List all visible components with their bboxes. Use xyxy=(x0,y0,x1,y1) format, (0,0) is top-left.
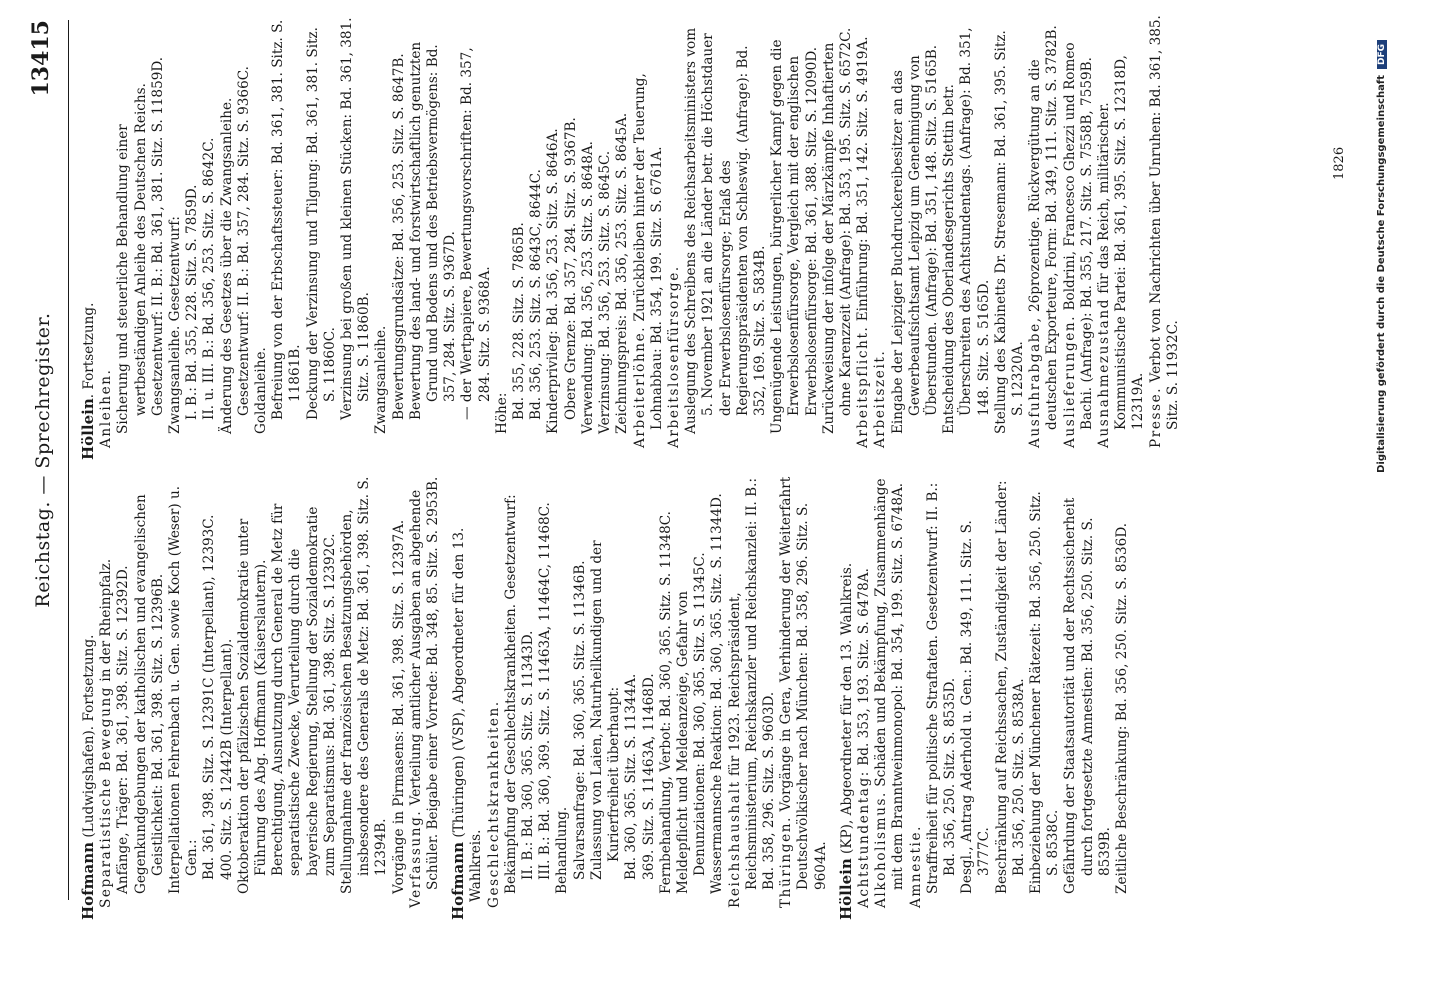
entry-text: Zeitliche Beschränkung: Bd. 356, 250. Sitz. S. 8536D. xyxy=(1113,522,1130,894)
register-line xyxy=(769,15,821,460)
topic-heading: Arbeitspflicht. xyxy=(855,325,872,448)
entry-text: Höhe: xyxy=(493,392,510,434)
entry-text: Obere Grenze: Bd. 357, 284. Sitz. S. 9367B. xyxy=(562,117,579,420)
topic-heading: Anleihen. xyxy=(98,368,115,448)
register-line xyxy=(270,15,304,460)
register-line xyxy=(856,475,873,920)
right-column xyxy=(80,15,1182,460)
footer-page-number: 1826 xyxy=(1332,146,1347,180)
entry-text: 369. Sitz. S. 11463A, 11468D. xyxy=(640,673,657,880)
entry-text: (KP), Abgeordneter für den 13. Wahlkreis. xyxy=(838,562,855,859)
register-line xyxy=(236,475,339,920)
topic-heading: Thüringen. xyxy=(778,815,795,908)
register-line xyxy=(98,475,115,920)
entry-text: Zurückbleiben hinter der Teuerung, Lohnabbau: Bd. 354, 199. Sitz. S. 6761A. xyxy=(631,73,665,430)
entry-text: Bd. 361, 398. Sitz. S. 12391C (Interpellant), 12393C. xyxy=(201,514,218,880)
register-line xyxy=(511,15,528,460)
entry-text: 400. Sitz. S. 12442B (Interpellant). xyxy=(218,638,235,880)
entry-text: Deckung der Verzinsung und Tilgung: Bd. 361, 381. Sitz. S. 11860C. xyxy=(304,26,338,420)
register-line xyxy=(1114,475,1131,920)
topic-heading: Auslieferungen. xyxy=(1061,314,1078,448)
register-line xyxy=(941,15,993,460)
register-line xyxy=(98,15,115,460)
entry-text: (Thüringen) (VSP), Abgeordneter für den 13. Wahlkreis. xyxy=(451,527,485,902)
topic-heading: Arbeitszeit. xyxy=(872,349,889,448)
entry-text: Bekämpfung der Geschlechtskrankheiten. Gesetzentwurf: xyxy=(502,494,519,894)
entry-text: Bd. 353, 193. Sitz. S. 6478A. xyxy=(855,568,872,771)
register-line xyxy=(563,15,580,460)
topic-heading: Arbeitslosenfürsorge. xyxy=(665,265,682,448)
topic-heading: Achtstundentag: xyxy=(855,770,872,908)
register-line xyxy=(1062,475,1114,920)
register-line xyxy=(391,475,408,920)
entry-text: Bd. 360, 365. Sitz. S. 11344A. xyxy=(623,673,640,880)
register-line xyxy=(959,475,993,920)
person-name: Höllein xyxy=(836,858,855,920)
entry-text: Desgl., Antrag Aderhold u. Gen.: Bd. 349, 111. Sitz. S. 3777C. xyxy=(959,520,993,894)
entry-text: Änderung des Gesetzes über die Zwangsanleihe. Gesetzentwurf: II. B.: Bd. 357, 284. Sitz. S. 9366C. xyxy=(218,66,252,434)
register-line xyxy=(115,15,167,460)
topic-heading: Arbeiterlöhne. xyxy=(631,325,648,448)
entry-text: Fernbehandlung, Verbot: Bd. 360, 365. Sitz. S. 11348C. xyxy=(657,511,674,894)
register-line xyxy=(520,475,537,920)
register-line xyxy=(683,15,769,460)
entry-text: Wassermannsche Reaktion: Bd. 360, 365. Sitz. S. 11344D. xyxy=(709,493,726,894)
entry-text: Eingabe der Leipziger Buchdruckereibesitzer an das Gewerbeaufsichtsamt Leipzig um Genehmigung von Überstunden. (Anfrage): Bd. 351, 148. Sitz. S. 5165B. xyxy=(889,44,940,434)
register-line xyxy=(675,475,709,920)
register-line xyxy=(494,15,511,460)
register-line xyxy=(528,15,545,460)
register-line xyxy=(133,475,167,920)
register-line xyxy=(993,15,1027,460)
entry-text: Zeichnungspreis: Bd. 356, 253. Sitz. S. 8645A. xyxy=(614,112,631,434)
register-person-entry xyxy=(450,475,485,920)
topic-heading: Alkoholismus. xyxy=(873,791,890,908)
register-line xyxy=(614,15,631,460)
entry-text: Verbot von Nachrichten über Unruhen: Bd. 361, 385. Sitz. S. 11932C. xyxy=(1147,15,1181,430)
person-name: Höllein xyxy=(79,398,97,460)
register-line xyxy=(908,475,925,920)
entry-text: Stellung des Kabinetts Dr. Stresemann: Bd. 361, 395. Sitz. S. 12320A. xyxy=(992,30,1026,434)
entry-text: Bd. 356, 253. Sitz. S. 8643C, 8644C. xyxy=(528,169,545,420)
entry-text: Verteilung amtlicher Ausgaben an abgehende Schüler. Beigabe einer Vorrede: Bd. 348, 85. Sitz. S. 2953B. xyxy=(407,476,442,890)
register-line xyxy=(201,15,218,460)
register-line xyxy=(184,15,201,460)
digitization-note-text: Digitalisierung gefördert durch die Deutsche Forschungsgemeinschaft xyxy=(1376,75,1387,473)
topic-heading: Reichshaushalt xyxy=(726,780,743,908)
register-line xyxy=(994,475,1028,920)
register-line xyxy=(572,475,589,920)
register-line xyxy=(666,15,683,460)
register-line xyxy=(459,15,493,460)
topic-heading: Separatistische Bewegung xyxy=(98,685,115,908)
entry-text: Ungenügende Leistungen, bürgerlicher Kampf gegen die Erwerbslosenfürsorge, Vergleich mit der englischen Erwerbslosenfürsorge: Bd. 361, 388. Sitz. S. 12090D. xyxy=(769,39,820,434)
entry-text: III. B.: Bd. 360, 369. Sitz. S. 11463A, 11464C, 11468C. xyxy=(537,502,554,880)
register-line xyxy=(545,15,562,460)
register-line xyxy=(1062,15,1096,460)
register-line xyxy=(709,475,726,920)
register-line xyxy=(855,15,872,460)
register-line xyxy=(1027,15,1061,460)
register-line xyxy=(219,475,236,920)
running-head-title: Reichstag. — Sprechregister. xyxy=(32,312,54,608)
entry-text: Zulassung von Laien, Naturheilkundigen und der Kurierfreiheit überhaupt: xyxy=(588,540,623,880)
entry-text: Bewertungsgrundsätze: Bd. 356, 253. Sitz. S. 8647B. xyxy=(390,53,407,420)
topic-heading: Amnestie. xyxy=(907,824,924,908)
register-person-entry xyxy=(838,475,856,920)
register-line xyxy=(1096,15,1148,460)
topic-heading: Geschlechtskrankheiten. xyxy=(485,700,502,908)
entry-text: in der Rheinpfalz. xyxy=(98,558,115,686)
entry-text: Kinderprivileg: Bd. 356, 253. Sitz. S. 8646A. xyxy=(545,128,562,434)
entry-text: Anfänge, Träger: Bd. 361, 398. Sitz. S. 12392D. xyxy=(115,565,132,894)
topic-heading: Verfassung. xyxy=(407,809,424,908)
topic-heading: Presse. xyxy=(1147,386,1164,448)
entry-text: Zurückweisung der infolge der Märzkämpfe Inhaftierten ohne Karenzzeit (Anfrage): Bd. 353, 195. Sitz. S. 6572C. xyxy=(820,27,854,434)
register-line xyxy=(167,15,184,460)
register-line xyxy=(115,475,132,920)
entry-text: Entscheidung des Oberlandesgerichts Stettin betr. Überschreiten des Achtstundentags. (Anfrage): Bd. 351, 148. Sitz. S. 5165D. xyxy=(941,27,992,434)
entry-text: Vorgänge in Pirmasens: Bd. 361, 398. Sitz. S. 12397A. xyxy=(390,519,407,894)
register-line xyxy=(339,15,373,460)
entry-text: — der Wertpapiere, Bewertungsvorschriften: Bd. 357, 284. Sitz. S. 9368A. xyxy=(459,47,493,420)
entry-text: 26prozentige. Rückvergütung an die deutschen Exporteure, Form: Bd. 349, 111. Sitz. S. 3782B. xyxy=(1027,25,1061,430)
register-line xyxy=(537,475,554,920)
entry-text: Verzinsung bei großen und kleinen Stücken: Bd. 361, 381. Sitz. S. 11860B. xyxy=(339,17,373,420)
register-line xyxy=(580,15,597,460)
register-line xyxy=(305,15,339,460)
register-line xyxy=(167,475,201,920)
entry-text: Einführung: Bd. 351, 142. Sitz. S. 4919A. xyxy=(855,36,872,326)
entry-text: Gegenkundgebungen der katholischen und evangelischen Geistlichkeit: Bd. 361, 398. Sitz. S. 12396B. xyxy=(132,494,166,894)
entry-text: Zwangsanleihe. Gesetzentwurf: xyxy=(167,216,184,434)
entry-text: Gefährdung der Staatsautorität und der Rechtssicherheit durch fortgesetzte Amnestien: Bd. 356, 250. Sitz. S. 8539B. xyxy=(1062,497,1113,894)
register-line xyxy=(727,475,779,920)
page-header xyxy=(20,20,69,900)
register-line xyxy=(554,475,571,920)
entry-text: Befreiung von der Erbschaftssteuer: Bd. 361, 381. Sitz. S. 11861B. xyxy=(270,19,304,420)
entry-text: Schäden und Bekämpfung, Zusammenhänge mit dem Branntweinmonopol: Bd. 354, 199. Sitz. S. 6748A. xyxy=(873,478,907,890)
register-line xyxy=(503,475,520,920)
entry-text: Interpellationen Fehrenbach u. Gen. sowie Koch (Weser) u. Gen.: xyxy=(167,485,201,894)
register-line xyxy=(219,15,253,460)
entry-text: Bd. 355, 228. Sitz. S. 7865B. xyxy=(511,222,528,420)
person-name: Hofmann xyxy=(449,841,468,920)
entry-text: Vorgänge in Gera, Verhinderung der Weiterfahrt Deutschvölkischer nach München: Bd. 358, 296. Sitz. S. 9604A. xyxy=(778,476,829,890)
register-line xyxy=(658,475,675,920)
entry-text: Straffreiheit für politische Straftaten. Gesetzentwurf: II. B.: Bd. 356, 250. Sitz. S. 8535D. xyxy=(924,482,958,894)
entry-text: I. B.: Bd. 355, 228. Sitz. S. 7859D. xyxy=(184,184,201,420)
topic-heading: Ausfuhrabgabe, xyxy=(1027,316,1044,448)
entry-text: II. u. III. B.: Bd. 356, 253. Sitz. S. 8642C. xyxy=(201,137,218,420)
register-line xyxy=(641,475,658,920)
register-line xyxy=(821,15,855,460)
entry-text: Stellungnahme der französischen Besatzungsbehörden, insbesondere des Generals de Metz: Bd. 361, 398. Sitz. S. 12394B. xyxy=(339,476,390,894)
register-line xyxy=(632,15,666,460)
entry-text: Auslegung des Schreibens des Reichsarbeitsministers vom 5. November 1921 an die Länder betr. die Höchstdauer der Erwerbslosenfürsorge; Erlaß des Regierungspräsidenten von Schleswig. (Anfrage): Bd. 352, 169. Sitz. S. 5834B. xyxy=(683,27,768,434)
register-line xyxy=(890,15,942,460)
digitization-note xyxy=(1376,40,1387,940)
entry-text: Verwendung: Bd. 356, 253. Sitz. S. 8648A. xyxy=(579,140,596,434)
entry-text: Bewertung des land- und forstwirtschaftlich genutzten Grund und Bodens und des Betriebsvermögens: Bd. 357, 284. Sitz. S. 9367D. xyxy=(407,41,459,420)
entry-text: Goldanleihe. xyxy=(253,347,270,434)
entry-text: Behandlung. xyxy=(554,806,571,894)
register-line xyxy=(1028,475,1062,920)
left-column xyxy=(80,475,1131,920)
topic-heading: Ausnahmezustand xyxy=(1095,297,1112,448)
register-line xyxy=(486,475,503,920)
entry-text: für 1923. Reichspräsident, Reichsministerium, Reichskanzler und Reichskanzlei: II. B.: Bd. 358, 296. Sitz. S. 9603D. xyxy=(726,477,777,890)
register-line xyxy=(597,15,614,460)
entry-text: (Ludwigshafen). Fortsetzung. xyxy=(81,634,97,842)
entry-text: Sicherung und steuerliche Behandlung einer wertbeständigen Anleihe des Deutschen Reichs. Gesetzentwurf: II. B.: Bd. 361, 381. Sitz. S. 11859D. xyxy=(115,56,166,434)
register-person-entry xyxy=(80,15,98,460)
entry-text: Meldepflicht und Meldeanzeige, Gefahr von Denunziationen: Bd. 360, 365. Sitz. S. 11345C. xyxy=(674,552,709,894)
entry-text: Einbeziehung der Münchener Rätezeit: Bd. 356, 250. Sitz. S. 8538C. xyxy=(1027,491,1062,894)
dfg-logo: DFG xyxy=(1377,40,1387,69)
register-line xyxy=(925,475,959,920)
register-line xyxy=(872,15,889,460)
entry-text: . Fortsetzung. xyxy=(81,302,97,399)
register-line xyxy=(253,15,270,460)
register-line xyxy=(589,475,623,920)
register-line xyxy=(408,475,442,920)
register-line xyxy=(623,475,640,920)
running-head-page-number: 13415 xyxy=(28,20,54,97)
entry-text: Beschränkung auf Reichssachen, Zuständigkeit der Länder: Bd. 356, 250. Sitz. S. 8538A. xyxy=(993,480,1027,894)
register-line xyxy=(873,475,907,920)
register-line xyxy=(339,475,391,920)
register-line xyxy=(1148,15,1182,460)
entry-text: Verzinsung: Bd. 356, 253. Sitz. S. 8645C. xyxy=(597,150,614,434)
entry-text: II. B.: Bd. 360, 365. Sitz. S. 11343D. xyxy=(520,630,537,880)
entry-text: Boldrini, Francesco Ghezzi und Romeo Bachi. (Anfrage): Bd. 355, 217. Sitz. S. 7558B, 7559B. xyxy=(1061,42,1095,430)
entry-text: Zwangsanleihe. xyxy=(373,325,390,434)
register-person-entry xyxy=(80,475,98,920)
register-line xyxy=(391,15,408,460)
register-line xyxy=(778,475,830,920)
register-line xyxy=(408,15,460,460)
entry-text: Oktoberaktion der pfälzischen Sozialdemokratie unter Führung des Abg. Hoffmann (Kaiserslautern). Berechtigung, Ausnutzung durch General de Metz für separatistische Zwecke, Verurteilung durch die bayerische Regierung, Stellung der Sozialdemokratie zum Separatismus: Bd. 361, 398. Sitz. S. 12392C. xyxy=(235,503,338,894)
register-line xyxy=(373,15,390,460)
entry-text: für das Reich, militärischer. Kommunistische Partei: Bd. 361, 395. Sitz. S. 12318D, 12319A. xyxy=(1095,55,1147,430)
register-line xyxy=(201,475,218,920)
entry-text: Salvarsanfrage: Bd. 360, 365. Sitz. S. 11346B. xyxy=(571,560,588,880)
person-name: Hofmann xyxy=(79,841,97,920)
